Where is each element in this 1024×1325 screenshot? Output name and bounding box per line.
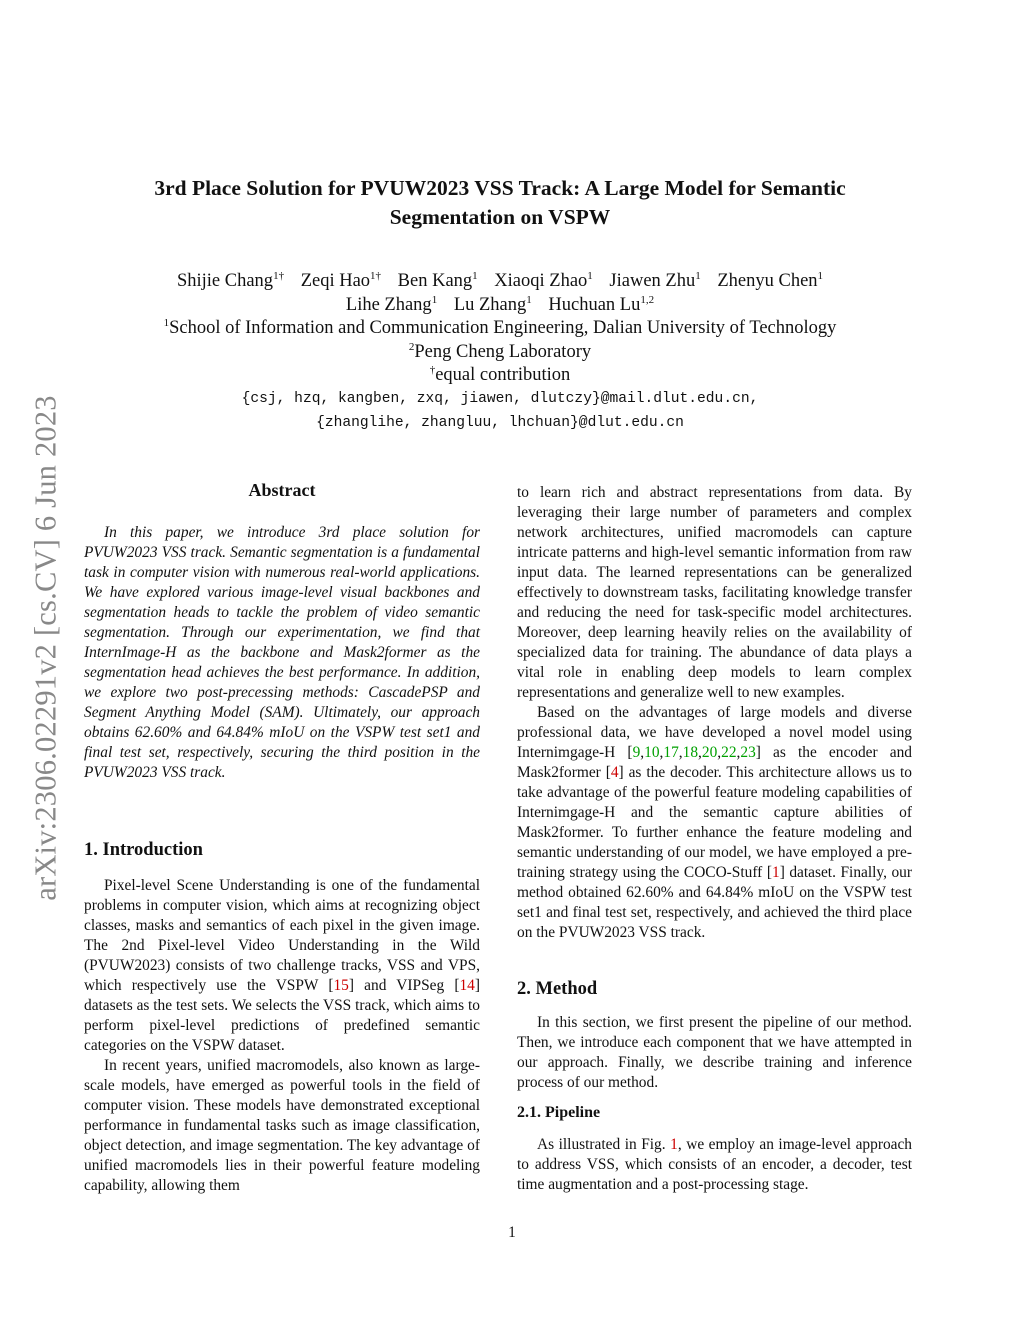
- affiliation-1: $^1$School of Information and Communication Engineering, Dalian University of Technology: [163, 317, 837, 339]
- email-line-1: {csj, hzq, kangben, zxq, jiawen, dlutczy}@mail.dlut.edu.cn,: [241, 390, 759, 407]
- intro-paragraph-1: Pixel-level Scene Understanding is one of the fundamental problems in computer vision, which aims at recognizing object classes, masks and semantics of each pixel in the given image. The 2nd Pixel-level Video Understanding in the Wild (PVUW2023) consists of two challenge tracks, VSS and VPS, which respectively use the VSPW [15] and VIPSeg [14] datasets as the test sets. We selects the VSS track, which aims to perform pixel-level predictions of predefined semantic categories on the VSPW dataset.: [84, 877, 481, 1054]
- citation-link[interactable]: 23: [740, 744, 756, 761]
- introduction-body: [84, 876, 480, 1196]
- author: Zeqi Hao$^{1\dagger}$: [300, 270, 382, 291]
- citation-link[interactable]: 20: [701, 744, 718, 761]
- author: Lihe Zhang$^1$: [345, 293, 438, 315]
- author: Lu Zhang$^1$: [453, 293, 532, 315]
- abstract-heading: Abstract: [248, 480, 316, 500]
- equal-contribution-note: †equal contribution: [429, 364, 571, 386]
- intro-paragraph-3: to learn rich and abstract representations from data. By leveraging their large number of parameters and complex network architectures, unified macromodels can capture intricate patterns and high-level semantic information from raw input data. The learned representations can be generalized effectively to downstream tasks, facilitating knowledge transfer and reducing the need for task-specific model architectures. Moreover, deep learning heavily relies on the availability of specialized data for training. The abundance of data plays a vital role in enabling deep models to learn complex representations and generalize well to new examples.: [517, 484, 912, 701]
- intro-paragraph-4: Based on the advantages of large models and diverse professional data, we have developed a novel model using Internimgage-H [9,10,17,18,20,22,23] as the encoder and Mask2former [4] as the decoder. This architecture allows us to take advantage of the powerful feature modeling capabilities of Internimgage-H and the semantic capture abilities of Mask2former. To further enhance the feature modeling and semantic understanding of our model, we have employed a pre-training strategy using the COCO-Stuff [1] dataset. Finally, our method obtained 62.60% and 64.84% mIoU on the VSPW test set1 and final test set, respectively, and achieved the third place on the PVUW2023 VSS track.: [517, 704, 912, 941]
- author: Xiaoqi Zhao$^1$: [494, 270, 593, 291]
- author: Zhenyu Chen$^1$: [717, 270, 824, 291]
- citation-link[interactable]: 1: [771, 864, 780, 881]
- citation-link[interactable]: 9: [632, 744, 641, 761]
- affiliation-2: $^2$Peng Cheng Laboratory: [408, 340, 592, 362]
- author: Jiawen Zhu$^1$: [609, 270, 701, 291]
- pipeline-body: As illustrated in Fig. 1, we employ an image-level approach to address VSS, which consists of an encoder, a decoder, test time augmentation and a post-processing stage.: [517, 1136, 912, 1193]
- citation-link[interactable]: 22: [721, 744, 737, 761]
- introduction-heading: 1. Introduction: [84, 840, 203, 860]
- abstract-text: In this paper, we introduce 3rd place solution for PVUW2023 VSS track. Semantic segmentation is a fundamental task in computer vision with numerous real-world applications. We have explored various image-level visual backbones and segmentation heads to tackle the problem of video semantic segmentation. Through our experimentation, we find that InternImage-H as the backbone and Mask2former as the segmentation head achieves the best performance. In addition, we explore two post-precessing methods: CascadePSP and Segment Anything Model (SAM). Ultimately, our approach obtains 62.60% and 64.84% mIoU on the VSPW test set1 and final test set, respectively, securing the third position in the PVUW2023 VSS track.: [84, 524, 480, 781]
- author-block: [90, 270, 910, 435]
- author-line-2: [90, 294, 910, 318]
- author: Shijie Chang$^{1\dagger}$: [176, 270, 285, 291]
- citation-link[interactable]: 10: [644, 744, 660, 761]
- citation-link[interactable]: 17: [663, 744, 679, 761]
- email-line-2: {zhanglihe, zhangluu, lhchuan}@dlut.edu.cn: [316, 414, 684, 431]
- method-body: In this section, we first present the pipeline of our method. Then, we introduce each component that we have attempted in our approach. Finally, we describe training and inference process of our method.: [517, 1014, 912, 1091]
- right-column-intro: [517, 483, 912, 943]
- arxiv-identifier: arXiv:2306.02291v2 [cs.CV] 6 Jun 2023: [28, 395, 63, 901]
- author: Huchuan Lu$^{1,2}$: [548, 293, 655, 315]
- citation-link[interactable]: 4: [610, 764, 619, 781]
- intro-paragraph-2: In recent years, unified macromodels, also known as large-scale models, have emerged as powerful tools in the field of computer vision. These models have demonstrated exceptional performance in fundamental tasks such as image classification, object detection, and image segmentation. The key advantage of unified macromodels lies in their powerful feature modeling capability, allowing them: [84, 1057, 480, 1194]
- author: Ben Kang$^1$: [397, 270, 478, 291]
- method-heading: 2. Method: [517, 979, 598, 999]
- arxiv-sidebar: [18, 368, 74, 928]
- citation-link[interactable]: 14: [459, 977, 475, 994]
- page-number: 1: [508, 1224, 516, 1241]
- citation-link[interactable]: 15: [333, 977, 349, 994]
- citation-link[interactable]: 18: [682, 744, 699, 761]
- pipeline-heading: 2.1. Pipeline: [517, 1104, 601, 1121]
- figure-link[interactable]: 1: [670, 1136, 678, 1153]
- paper-title: 3rd Place Solution for PVUW2023 VSS Track: A Large Model for Semantic Segmentation on VSPW: [154, 176, 846, 229]
- author-line-1: [90, 270, 910, 294]
